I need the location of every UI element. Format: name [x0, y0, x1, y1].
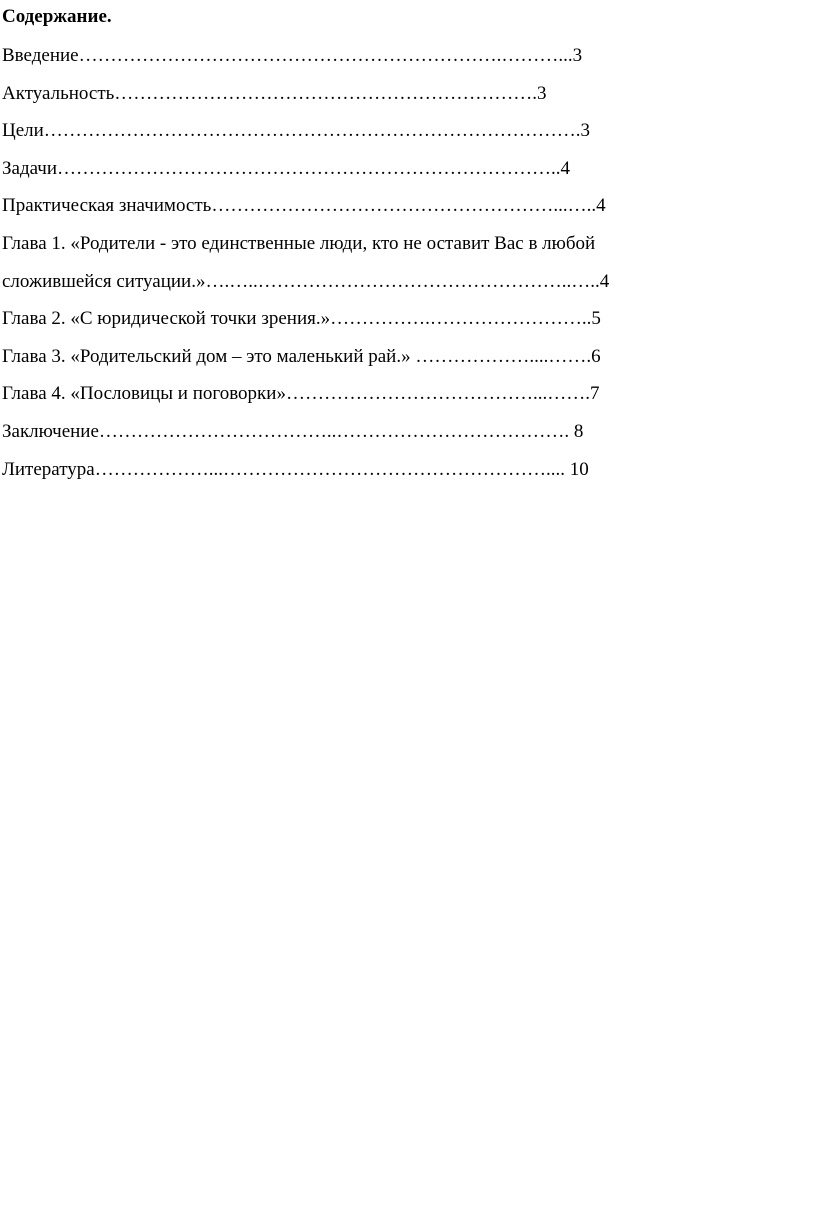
toc-entry-conclusion: Заключение………………………………..………………………………. 8 — [2, 420, 584, 442]
toc-entry-chapter-1-line-2: сложившейся ситуации.»….…..…………………………………………..…..4 — [2, 270, 610, 292]
toc-entry-goals: Цели………………………………………………………………………….3 — [2, 120, 591, 142]
toc-entry-practical-significance: Практическая значимость………………………………………………...…..4 — [2, 195, 606, 217]
toc-title: Содержание. — [2, 6, 112, 27]
toc-entry-chapter-1-line-1: Глава 1. «Родители - это единственные люди, кто не оставит Вас в любой — [2, 232, 596, 254]
table-of-contents — [2, 0, 782, 488]
toc-entry-introduction: Введение………………………………………………………….………...3 — [2, 45, 583, 66]
toc-entry-tasks: Задачи……………………………………………………………………..4 — [2, 157, 571, 179]
toc-entry-chapter-3: Глава 3. «Родительский дом – это маленький рай.» ………………....…….6 — [2, 345, 601, 367]
toc-entry-literature: Литература………………...…………………………………………….... 10 — [2, 458, 589, 480]
toc-entry-relevance: Актуальность………………………………………………………….3 — [2, 82, 547, 104]
toc-entry-chapter-2: Глава 2. «С юридической точки зрения.»…………….……………………..5 — [2, 308, 601, 330]
toc-entry-chapter-4: Глава 4. «Пословицы и поговорки»…………………………………...…….7 — [2, 383, 600, 405]
